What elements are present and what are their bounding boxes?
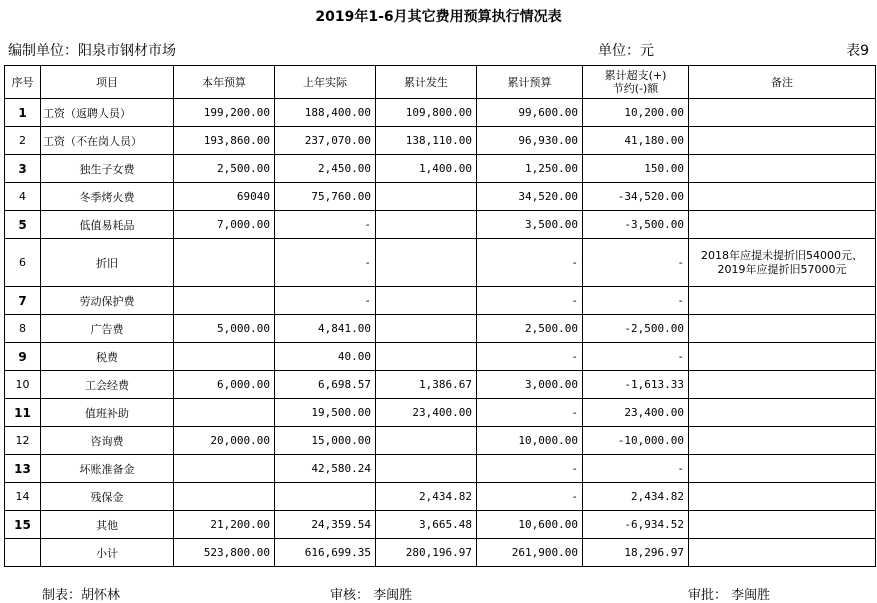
row-seq: 15 — [5, 511, 41, 539]
row-cum-budget: - — [477, 239, 583, 287]
total-cum-actual: 280,196.97 — [376, 539, 477, 567]
row-cum-budget: 99,600.00 — [477, 99, 583, 127]
row-seq: 11 — [5, 399, 41, 427]
header-variance — [583, 66, 689, 99]
table-row — [5, 155, 876, 183]
header-item: 项目 — [41, 66, 174, 99]
row-seq: 10 — [5, 371, 41, 399]
total-seq — [5, 539, 41, 567]
row-seq: 6 — [5, 239, 41, 287]
row-last-year: - — [275, 211, 376, 239]
row-cum-actual — [376, 287, 477, 315]
row-cum-actual: 109,800.00 — [376, 99, 477, 127]
row-last-year: 42,580.24 — [275, 455, 376, 483]
header-variance-line2: 节约(-)额 — [612, 82, 659, 95]
row-last-year: 19,500.00 — [275, 399, 376, 427]
row-cum-actual — [376, 427, 477, 455]
row-cum-budget: - — [477, 399, 583, 427]
table-row — [5, 511, 876, 539]
row-seq: 1 — [5, 99, 41, 127]
row-variance: 150.00 — [583, 155, 689, 183]
row-seq: 8 — [5, 315, 41, 343]
row-item: 折旧 — [41, 239, 174, 287]
total-row — [5, 539, 876, 567]
row-variance: -6,934.52 — [583, 511, 689, 539]
row-variance: - — [583, 287, 689, 315]
expense-table — [4, 65, 876, 567]
row-seq: 2 — [5, 127, 41, 155]
header-note: 备注 — [689, 66, 876, 99]
row-cum-actual — [376, 183, 477, 211]
table-row — [5, 99, 876, 127]
header-row — [5, 66, 876, 99]
table-row — [5, 483, 876, 511]
row-budget: 7,000.00 — [174, 211, 275, 239]
row-variance: - — [583, 343, 689, 371]
row-variance: 23,400.00 — [583, 399, 689, 427]
reviewer: 审核： 李闽胜 — [330, 588, 413, 603]
row-cum-actual — [376, 343, 477, 371]
header-cum-budget: 累计预算 — [477, 66, 583, 99]
row-variance: 2,434.82 — [583, 483, 689, 511]
row-last-year: 2,450.00 — [275, 155, 376, 183]
total-budget: 523,800.00 — [174, 539, 275, 567]
row-seq: 7 — [5, 287, 41, 315]
row-budget — [174, 399, 275, 427]
row-cum-actual: 2,434.82 — [376, 483, 477, 511]
table-row — [5, 211, 876, 239]
row-item: 工会经费 — [41, 371, 174, 399]
row-note — [689, 127, 876, 155]
row-item: 劳动保护费 — [41, 287, 174, 315]
row-item: 税费 — [41, 343, 174, 371]
row-cum-budget: - — [477, 483, 583, 511]
row-note — [689, 483, 876, 511]
row-variance: - — [583, 455, 689, 483]
row-budget — [174, 287, 275, 315]
row-cum-budget: 1,250.00 — [477, 155, 583, 183]
row-cum-budget: - — [477, 287, 583, 315]
table-row — [5, 343, 876, 371]
row-budget: 199,200.00 — [174, 99, 275, 127]
table-number: 表9 — [846, 43, 869, 59]
table-row — [5, 287, 876, 315]
approver: 审批： 李闽胜 — [688, 588, 771, 603]
row-last-year: 24,359.54 — [275, 511, 376, 539]
row-cum-budget: 3,500.00 — [477, 211, 583, 239]
header-cum-actual: 累计发生 — [376, 66, 477, 99]
header-last-year: 上年实际 — [275, 66, 376, 99]
table-row — [5, 399, 876, 427]
table-row — [5, 455, 876, 483]
row-cum-actual — [376, 211, 477, 239]
row-seq: 3 — [5, 155, 41, 183]
row-variance: -2,500.00 — [583, 315, 689, 343]
row-note — [689, 239, 876, 287]
row-cum-actual — [376, 315, 477, 343]
row-cum-actual: 1,386.67 — [376, 371, 477, 399]
row-budget: 6,000.00 — [174, 371, 275, 399]
row-note — [689, 399, 876, 427]
row-budget — [174, 239, 275, 287]
report-title: 2019年1-6月其它费用预算执行情况表 — [315, 9, 562, 25]
row-note — [689, 455, 876, 483]
currency-unit: 单位：元 — [598, 43, 654, 59]
total-label: 小计 — [41, 539, 174, 567]
row-variance: - — [583, 239, 689, 287]
row-cum-actual: 138,110.00 — [376, 127, 477, 155]
row-last-year: 4,841.00 — [275, 315, 376, 343]
table-row — [5, 127, 876, 155]
row-cum-actual: 1,400.00 — [376, 155, 477, 183]
row-note-line2: 2019年应提折旧57000元 — [717, 262, 847, 276]
table-row — [5, 183, 876, 211]
row-cum-budget: 10,000.00 — [477, 427, 583, 455]
row-cum-budget: - — [477, 455, 583, 483]
row-last-year: 6,698.57 — [275, 371, 376, 399]
total-variance: 18,296.97 — [583, 539, 689, 567]
row-item: 冬季烤火费 — [41, 183, 174, 211]
row-variance: 10,200.00 — [583, 99, 689, 127]
row-variance: -10,000.00 — [583, 427, 689, 455]
row-last-year: - — [275, 287, 376, 315]
row-budget: 193,860.00 — [174, 127, 275, 155]
row-note — [689, 371, 876, 399]
row-item: 值班补助 — [41, 399, 174, 427]
row-note — [689, 427, 876, 455]
row-note — [689, 287, 876, 315]
total-cum-budget: 261,900.00 — [477, 539, 583, 567]
row-note-line1: 2018年应提未提折旧54000元、 — [701, 248, 863, 262]
row-variance: -1,613.33 — [583, 371, 689, 399]
row-budget — [174, 483, 275, 511]
row-item: 工资（不在岗人员） — [41, 127, 174, 155]
row-item: 残保金 — [41, 483, 174, 511]
row-variance: 41,180.00 — [583, 127, 689, 155]
row-item: 广告费 — [41, 315, 174, 343]
table-row — [5, 427, 876, 455]
row-note — [689, 315, 876, 343]
row-cum-actual: 23,400.00 — [376, 399, 477, 427]
row-item: 独生子女费 — [41, 155, 174, 183]
row-item: 其他 — [41, 511, 174, 539]
row-seq: 5 — [5, 211, 41, 239]
row-last-year: - — [275, 239, 376, 287]
total-last-year: 616,699.35 — [275, 539, 376, 567]
row-note — [689, 183, 876, 211]
row-budget: 21,200.00 — [174, 511, 275, 539]
row-seq: 4 — [5, 183, 41, 211]
row-budget — [174, 343, 275, 371]
row-variance: -34,520.00 — [583, 183, 689, 211]
row-note — [689, 155, 876, 183]
table-row — [5, 371, 876, 399]
row-note — [689, 511, 876, 539]
row-item: 坏账准备金 — [41, 455, 174, 483]
table-row — [5, 239, 876, 287]
row-cum-budget: 3,000.00 — [477, 371, 583, 399]
row-budget: 5,000.00 — [174, 315, 275, 343]
row-seq: 14 — [5, 483, 41, 511]
row-cum-budget: 2,500.00 — [477, 315, 583, 343]
row-last-year: 15,000.00 — [275, 427, 376, 455]
row-budget: 2,500.00 — [174, 155, 275, 183]
row-last-year: 75,760.00 — [275, 183, 376, 211]
row-item: 工资（返聘人员） — [41, 99, 174, 127]
row-cum-actual — [376, 239, 477, 287]
row-item: 咨询费 — [41, 427, 174, 455]
row-note — [689, 99, 876, 127]
row-last-year: 40.00 — [275, 343, 376, 371]
row-note — [689, 211, 876, 239]
row-cum-budget: - — [477, 343, 583, 371]
table-row — [5, 315, 876, 343]
row-seq: 9 — [5, 343, 41, 371]
row-seq: 12 — [5, 427, 41, 455]
row-last-year: 188,400.00 — [275, 99, 376, 127]
row-cum-budget: 10,600.00 — [477, 511, 583, 539]
row-cum-actual — [376, 455, 477, 483]
row-variance: -3,500.00 — [583, 211, 689, 239]
row-budget — [174, 455, 275, 483]
row-last-year — [275, 483, 376, 511]
row-note — [689, 343, 876, 371]
org-unit: 编制单位：阳泉市钢材市场 — [8, 43, 176, 59]
row-seq: 13 — [5, 455, 41, 483]
row-budget: 69040 — [174, 183, 275, 211]
row-item: 低值易耗品 — [41, 211, 174, 239]
preparer: 制表：胡怀林 — [42, 588, 121, 603]
row-last-year: 237,070.00 — [275, 127, 376, 155]
row-cum-budget: 34,520.00 — [477, 183, 583, 211]
row-cum-budget: 96,930.00 — [477, 127, 583, 155]
row-cum-actual: 3,665.48 — [376, 511, 477, 539]
total-note — [689, 539, 876, 567]
header-variance-line1: 累计超支(+) — [604, 69, 667, 82]
header-budget: 本年预算 — [174, 66, 275, 99]
header-seq: 序号 — [5, 66, 41, 99]
row-budget: 20,000.00 — [174, 427, 275, 455]
